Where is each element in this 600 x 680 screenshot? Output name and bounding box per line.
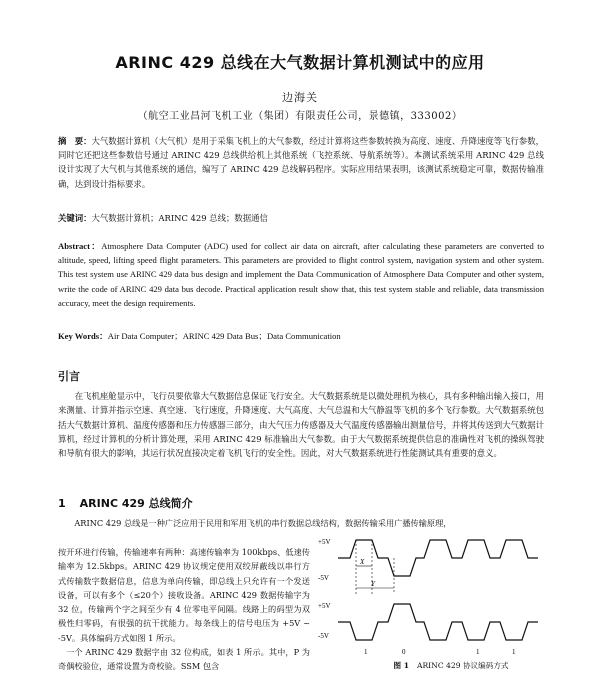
top-minus-label: -5V	[318, 574, 329, 582]
intro-paragraph: 在飞机座舱显示中，飞行员要依靠大气数据信息保证飞行安全。大气数据系统是以微处理机为核心，具有多种输出输入接口，用来测量、计算并指示空速、真空速、飞行速度，升降速度、大气高度、大气总温和大气静温等飞机的多个飞行参数。大气数据系统包括大气数据计算机、温度传感器和压力传感器三部分，由大气压力传感器及大气温度传感器输出测量信号，并将其传送到大气数据计算机，经过计算机的分析计算处理，采用 ARINC 429 标准输出大气参数。由于大气数据系统提供信息的准确性对飞机的操纵驾驶和导航有很大的影响，其运行状况直接决定着飞机飞行的安全性。因此，对大气数据系统进行性能测试具有重要的意义。	[58, 391, 544, 459]
section1-paragraph-2: 一个 ARINC 429 数据字由 32 位构成，如表 1 所示。其中，P 为奇偶校验位，通常设置为奇校验。SSM 包含	[58, 647, 310, 672]
abstract-cn	[58, 134, 544, 191]
section1-column	[58, 545, 310, 674]
keywords-cn-label: 关键词：	[58, 213, 92, 223]
bit-label-3: 1	[476, 648, 480, 656]
intro-heading: 引言	[58, 370, 80, 383]
abstract-cn-text: 大气数据计算机（大气机）是用于采集飞机上的大气参数，经过计算将这些参数转换为高度、速度、升降速度等飞行参数，同时它还把这些参数信号通过 ARINC 429 总线供给机上其他系统（飞控系统、导航系统等）。本测试系统采用 ARINC 429 总线设计实现了大气机与其他系统的通信，编写了 ARINC 429 总线解码程序。实际应用结果表明，该测试系统稳定可靠，数据传输准确，达到设计指标要求。	[58, 136, 545, 189]
figure-1-number: 图 1	[393, 661, 409, 670]
figure-1-caption	[356, 660, 546, 671]
abstract-en-text: Atmosphere Data Computer (ADC) used for collect air data on aircraft, after calculating these parameters are converted to altitude, speed, lifting speed flight parameters. This parameters are provided to flight control system, navigation system and other system. This test system use ARINC 429 data bus design and implement the Data Communication of Atmosphere Data Computer and other system, write the code of ARINC 429 data bus decode. Practical application result show that, this test system stable and reliable, data transmission accuracy, meet the design requirements.	[58, 241, 544, 308]
keywords-cn-text: 大气数据计算机；ARINC 429 总线；数据通信	[91, 213, 268, 223]
paper-title: ARINC 429 总线在大气数据计算机测试中的应用	[115, 53, 485, 72]
keywords-cn	[58, 211, 544, 225]
section1-paragraph-1: 按开环进行传输，传输速率有两种：高速传输率为 100kbps、低速传输率为 12.5kbps。ARINC 429 协议规定使用双绞屏蔽线以串行方式传输数字数据信息，信息为单向传输，即总线上只允许有一个发送设备，可以有多个（≤20个）接收设备。ARINC 429 数据传输字为 32 位，传输两个字之间至少有 4 位零电平间隔。线路上的码型为双极性归零码，有很强的抗干扰能力。每条线上的信号电压为 +5V ~ -5V。具体编码方式如图 1 所示。	[58, 547, 310, 643]
bottom-plus-label: +5V	[318, 602, 331, 610]
bottom-minus-label: -5V	[318, 632, 329, 640]
section1-heading	[58, 495, 193, 511]
waveform-bottom	[338, 604, 538, 640]
keywords-en-label: Key Words：	[58, 331, 108, 341]
abstract-en	[58, 239, 544, 310]
x-label: X	[360, 558, 365, 566]
author-affiliation: （航空工业昌河飞机工业（集团）有限责任公司，景德镇，333002）	[137, 111, 463, 122]
figure-1-caption-text: ARINC 429 协议编码方式	[416, 661, 509, 670]
section1-paragraph-lead: ARINC 429 总线是一种广泛应用于民用和军用飞机的串行数据总线结构，数据传输采用广播传输原理，	[74, 518, 452, 528]
bit-label-1: 1	[364, 648, 368, 656]
section1-title: ARINC 429 总线简介	[79, 497, 193, 510]
encoding-waveform-diagram	[316, 530, 546, 660]
keywords-en	[58, 329, 544, 343]
bit-label-2: 0	[402, 648, 406, 656]
top-plus-label: +5V	[318, 538, 331, 546]
figure-1	[316, 530, 546, 680]
bit-label-4: 1	[512, 648, 516, 656]
waveform-top	[338, 540, 538, 576]
abstract-en-label: Abstract：	[58, 241, 102, 251]
keywords-en-text: Air Data Computer；ARINC 429 Data Bus；Data Communication	[107, 331, 341, 341]
section1-number: 1	[58, 497, 66, 510]
author-name: 边海关	[282, 91, 318, 104]
abstract-cn-label: 摘 要：	[58, 136, 92, 146]
y-label: Y	[371, 580, 375, 588]
